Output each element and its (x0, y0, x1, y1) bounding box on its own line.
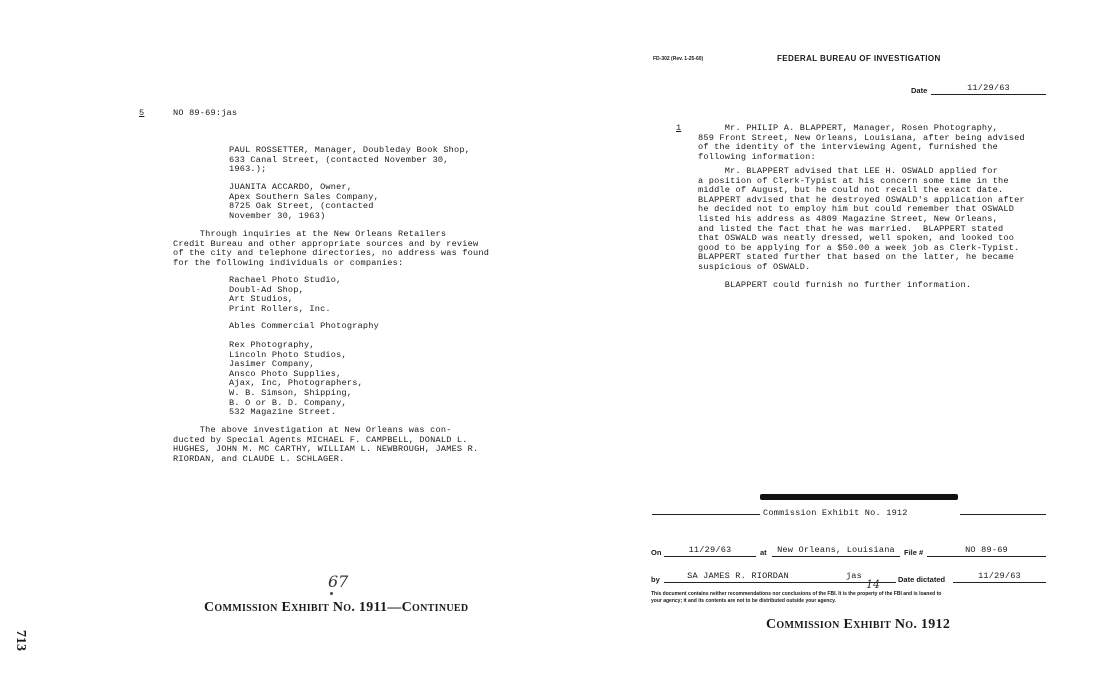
file-value: NO 89-69 (927, 546, 1046, 557)
date-value: 11/29/63 (931, 84, 1046, 95)
blappert-intro: Mr. PHILIP A. BLAPPERT, Manager, Rosen Photography, 859 Front Street, New Orleans, Louisiana, after being advised of the identity of the interviewing Agent, furnished the following information: (698, 123, 1025, 162)
dictated-label: Date dictated (898, 575, 946, 584)
agency-header: FEDERAL BUREAU OF INVESTIGATION (777, 54, 941, 63)
left-handwritten-number: 67 (328, 572, 349, 591)
company-list-3: Rex Photography, Lincoln Photo Studios, Jasimer Company, Ansco Photo Supplies, Ajax, Inc, Photographers, W. B. Simson, Shipping, B. O or B. D. Company, 532 Magazine Street. (229, 340, 363, 418)
on-label: On (651, 548, 662, 557)
company-list-2: Ables Commercial Photography (229, 321, 379, 331)
closing-paragraph: BLAPPERT could furnish no further information. (698, 280, 972, 290)
at-value: New Orleans, Louisiana (772, 546, 900, 557)
redaction-bar (760, 494, 958, 500)
by-label: by (651, 575, 660, 584)
by-value: SA JAMES R. RIORDAN (664, 572, 812, 583)
form-code: FD-302 (Rev. 1-25-60) (653, 56, 704, 62)
disclaimer-line-2: your agency; it and its contents are not to be distributed outside your agency. (651, 598, 836, 604)
file-label: File # (904, 548, 924, 557)
date-label: Date (911, 86, 928, 95)
left-caption: Commission Exhibit No. 1911—Continued (204, 600, 469, 615)
exhibit-rule-left (652, 514, 760, 515)
at-label: at (760, 548, 767, 557)
ink-dot (330, 592, 333, 595)
left-file-reference: NO 89-69:jas (173, 108, 238, 118)
on-value: 11/29/63 (664, 546, 756, 557)
side-page-number: 713 (13, 630, 28, 651)
disclaimer-line-1: This document contains neither recommendations nor conclusions of the FBI. It is the property of the FBI and is loaned to (651, 591, 942, 597)
dictated-value: 11/29/63 (953, 572, 1046, 583)
right-handwritten-number: 14 (866, 578, 880, 591)
contact-rossetter: PAUL ROSSETTER, Manager, Doubleday Book Shop, 633 Canal Street, (contacted November 30, 1963.); (229, 145, 471, 175)
investigation-paragraph: The above investigation at New Orleans was con- ducted by Special Agents MICHAEL F. CAMPBELL, DONALD L. HUGHES, JOHN M. MC CARTHY, WILLIAM L. NEWBROUGH, JAMES R. RIORDAN, and CLAUDE L. SCHLAGER. (173, 425, 479, 464)
company-list-1: Rachael Photo Studio, Doubl-Ad Shop, Art Studios, Print Rollers, Inc. (229, 275, 342, 314)
right-page-marker: 1 (676, 123, 682, 133)
right-caption: Commission Exhibit No. 1912 (766, 617, 951, 632)
left-page-marker: 5 (139, 108, 145, 118)
exhibit-rule-right (960, 514, 1046, 515)
initials-value: jas (812, 572, 896, 583)
exhibit-label: Commission Exhibit No. 1912 (763, 508, 908, 518)
contact-accardo: JUANITA ACCARDO, Owner, Apex Southern Sales Company, 8725 Oak Street, (contacted November 30, 1963) (229, 182, 379, 221)
side-page-number-wrap (8, 630, 30, 670)
oswald-application-paragraph: Mr. BLAPPERT advised that LEE H. OSWALD applied for a position of Clerk-Typist at his concern some time in the middle of August, but he could not recall the exact date. BLAPPERT advised that he destroyed OSWALD's application after he decided not to employ him but could remember that OSWALD listed his address as 4809 Magazine Street, New Orleans, and listed the fact that he was married. BLAPPERT stated that OSWALD was neatly dressed, well spoken, and looked too good to be applying for a $50.00 a week job as Clerk-Typist. BLAPPERT stated further that based on the latter, he became suspicious of OSWALD. (698, 166, 1025, 272)
inquiry-paragraph: Through inquiries at the New Orleans Retailers Credit Bureau and other appropriate sources and by review of the city and telephone directories, no address was found for the following individuals or companies: (173, 229, 490, 268)
